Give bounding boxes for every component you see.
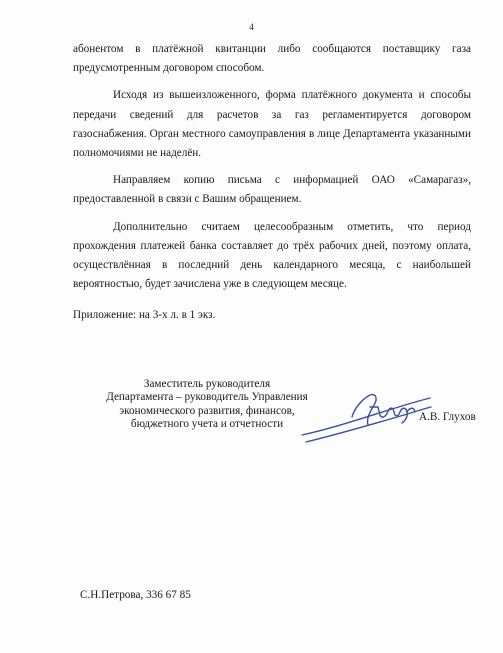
executor-contact: С.Н.Петрова, 336 67 85 [80, 589, 191, 601]
handwritten-signature [300, 385, 435, 445]
signer-name: А.В. Глухов [419, 411, 476, 423]
letter-body [73, 40, 471, 302]
paragraph-4: Дополнительно считаем целесообразным отметить, что период прохождения платежей банка составляет до трёх рабочих дней, поэтому оплата, осуществлённая в последний день календарного месяца, с наибольшей вероятностью, будет зачислена уже в следующем месяце. [73, 220, 471, 291]
signatory-position [102, 378, 312, 432]
position-line: бюджетного учета и отчетности [130, 418, 284, 431]
position-line: экономического развития, финансов, [119, 404, 295, 417]
paragraph-3: Направляем копию письма с информацией ОАО «Самарагаз», предоставленной в связи с Вашим обращением. [73, 174, 471, 206]
attachment-note: Приложение: на 3-х л. в 1 экз. [73, 309, 216, 321]
paragraph-1: абонентом в платёжной квитанции либо сообщаются поставщику газа предусмотренным договором способом. [73, 43, 471, 75]
position-line: Заместитель руководителя [143, 378, 271, 390]
page-number: 4 [249, 22, 254, 32]
position-line: Департамента – руководитель Управления [106, 391, 308, 404]
paragraph-2: Исходя из вышеизложенного, форма платёжного документа и способы передачи сведений для расчетов за газ регламентируется договором газоснабжения. Орган местного самоуправления в лице Департамента указанными полномочиями не наделён. [73, 89, 471, 160]
